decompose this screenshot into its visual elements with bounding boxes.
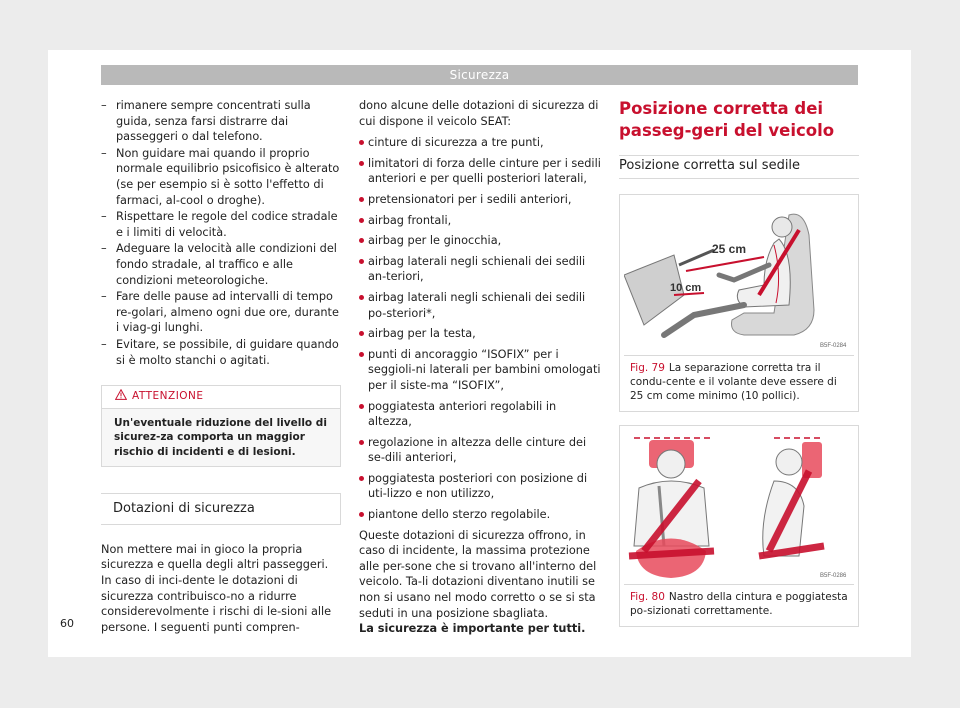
- dash-list: [101, 98, 341, 368]
- list-item: limitatori di forza delle cinture per i sedili anteriori e per quelli posteriori laterali,: [359, 156, 601, 187]
- warning-header: [102, 386, 340, 409]
- warning-text: Un'eventuale riduzione del livello di sicurez-za comporta un maggior rischio di incidenti e di lesioni.: [114, 416, 327, 458]
- driver-distance-illustration: [624, 195, 854, 356]
- subsection-title: Posizione corretta sul sedile: [619, 155, 859, 179]
- figure-caption: [620, 585, 858, 626]
- list-item: regolazione in altezza delle cinture dei se-dili anteriori,: [359, 435, 601, 466]
- list-item: airbag frontali,: [359, 213, 601, 229]
- intro-paragraph: dono alcune delle dotazioni di sicurezza di cui dispone il veicolo SEAT:: [359, 99, 599, 128]
- list-item: – Rispettare le regole del codice stradale e i limiti di velocità.: [101, 209, 341, 240]
- figure-79: [619, 194, 859, 412]
- list-item: – Adeguare la velocità alle condizioni del fondo stradale, al traffico e alle condizioni meteorologiche.: [101, 241, 341, 288]
- warning-box: [101, 385, 341, 467]
- label-25cm: 25 cm: [712, 241, 747, 256]
- warning-triangle-icon: [115, 389, 127, 400]
- figure-code: B5F-0284: [820, 342, 847, 349]
- list-item: piantone dello sterzo regolabile.: [359, 507, 601, 523]
- section-title: Dotazioni di sicurezza: [101, 493, 341, 525]
- list-item: – Fare delle pause ad intervalli di tempo re-golari, almeno ogni due ore, durante i viag-gi lunghi.: [101, 289, 341, 336]
- figure-80: [619, 425, 859, 627]
- column-3: [619, 98, 859, 627]
- warning-title: ATTENZIONE: [132, 390, 204, 403]
- list-item: airbag laterali negli schienali dei sedili po-steriori*,: [359, 290, 601, 321]
- list-item: – rimanere sempre concentrati sulla guida, senza farsi distrarre dai passeggeri o dal telefono.: [101, 98, 341, 145]
- caption-text: La separazione corretta tra il condu-cente e il volante deve essere di 25 cm come minimo (10 pollici).: [630, 361, 837, 402]
- figure-code: B5F-0286: [820, 572, 847, 579]
- list-item: – Non guidare mai quando il proprio normale equilibrio psicofisico è alterato (se per esempio si è sotto l'effetto di farmaci, al-cool o droghe).: [101, 146, 341, 208]
- column-2: [359, 98, 601, 637]
- list-item: poggiatesta anteriori regolabili in altezza,: [359, 399, 601, 430]
- page-header: Sicurezza: [101, 65, 858, 85]
- figure-number: Fig. 80: [630, 590, 665, 603]
- list-item: punti di ancoraggio “ISOFIX” per i seggioli-ni laterali per bambini omologati per il siste-ma “ISOFIX”,: [359, 347, 601, 394]
- belt-headrest-illustration: [624, 426, 854, 585]
- caption-text: Nastro della cintura e poggiatesta po-sizionati correttamente.: [630, 590, 848, 617]
- page-number: 60: [60, 617, 74, 630]
- list-item: cinture di sicurezza a tre punti,: [359, 135, 601, 151]
- list-item: poggiatesta posteriori con posizione di uti-lizzo e non utilizzo,: [359, 471, 601, 502]
- paragraph: Non mettere mai in gioco la propria sicurezza e quella degli altri passeggeri. In caso di inci-dente le dotazioni di sicurezza contribuisco-no a ridurre considerevolmente i rischi di le-sioni alle persone. I seguenti punti compren-: [101, 542, 332, 634]
- closing-statement: La sicurezza è importante per tutti.: [359, 622, 586, 636]
- paragraph: Queste dotazioni di sicurezza offrono, in caso di incidente, la massima protezione alle per-sone che si trovano all'interno del veicolo. Ta-li dotazioni diventano inutili se non si usano nel modo corretto o se si sta seduti in una posizione sbagliata.: [359, 528, 597, 620]
- list-item: airbag per le ginocchia,: [359, 233, 601, 249]
- figure-number: Fig. 79: [630, 361, 665, 374]
- list-item: airbag laterali negli schienali dei sedili an-teriori,: [359, 254, 601, 285]
- column-1: [101, 98, 341, 635]
- list-item: – Evitare, se possibile, di guidare quando si è molto stanchi o agitati.: [101, 337, 341, 368]
- page-title: Posizione corretta dei passeg-geri del veicolo: [619, 99, 835, 140]
- list-item: pretensionatori per i sedili anteriori,: [359, 192, 601, 208]
- figure-caption: [620, 356, 858, 411]
- list-item: airbag per la testa,: [359, 326, 601, 342]
- bullet-list: [359, 135, 601, 522]
- label-10cm: 10 cm: [670, 281, 702, 294]
